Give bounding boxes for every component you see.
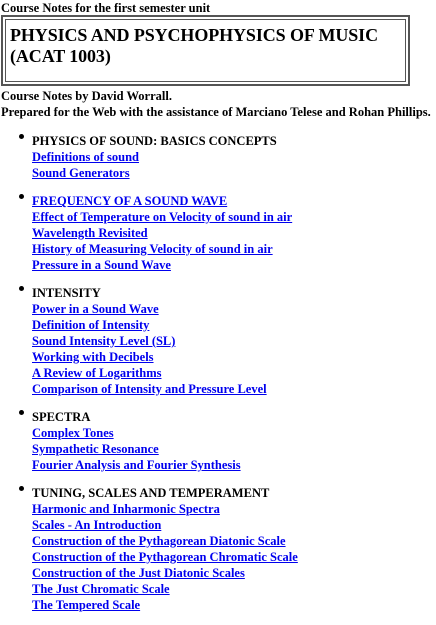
link-harmonic-inharmonic[interactable]: Harmonic and Inharmonic Spectra [32, 502, 220, 516]
link-definition-of-intensity[interactable]: Definition of Intensity [32, 318, 150, 332]
link-pythagorean-chromatic[interactable]: Construction of the Pythagorean Chromatic Scale [32, 550, 298, 564]
link-just-chromatic[interactable]: The Just Chromatic Scale [32, 582, 170, 596]
link-sound-intensity-level[interactable]: Sound Intensity Level (SL) [32, 334, 176, 348]
section-heading: INTENSITY [32, 286, 101, 300]
title-box [1, 15, 410, 86]
link-review-of-logarithms[interactable]: A Review of Logarithms [32, 366, 162, 380]
link-pressure-in-sound-wave[interactable]: Pressure in a Sound Wave [32, 258, 171, 272]
link-pythagorean-diatonic[interactable]: Construction of the Pythagorean Diatonic Scale [32, 534, 286, 548]
page-title: PHYSICS AND PSYCHOPHYSICS OF MUSIC (ACAT 1003) [10, 25, 378, 66]
section-heading: TUNING, SCALES AND TEMPERAMENT [32, 486, 270, 500]
section-intensity [32, 285, 432, 397]
section-frequency [32, 193, 432, 273]
link-power-in-sound-wave[interactable]: Power in a Sound Wave [32, 302, 159, 316]
author-credit: Course Notes by David Worrall. [1, 89, 172, 103]
bullet-icon [19, 134, 24, 139]
section-heading-link[interactable]: FREQUENCY OF A SOUND WAVE [32, 194, 228, 208]
bullet-icon [19, 194, 24, 199]
link-working-with-decibels[interactable]: Working with Decibels [32, 350, 154, 364]
bullet-icon [19, 486, 24, 491]
section-heading: SPECTRA [32, 410, 91, 424]
link-comparison-intensity-pressure[interactable]: Comparison of Intensity and Pressure Level [32, 382, 267, 396]
link-sympathetic-resonance[interactable]: Sympathetic Resonance [32, 442, 159, 456]
link-history-of-measuring[interactable]: History of Measuring Velocity of sound in air [32, 242, 273, 256]
link-wavelength-revisited[interactable]: Wavelength Revisited [32, 226, 148, 240]
bullet-icon [19, 410, 24, 415]
bullet-icon [19, 286, 24, 291]
link-fourier-analysis[interactable]: Fourier Analysis and Fourier Synthesis [32, 458, 241, 472]
section-physics-of-sound [32, 133, 432, 181]
link-complex-tones[interactable]: Complex Tones [32, 426, 114, 440]
table-of-contents [32, 133, 432, 625]
link-definitions-of-sound[interactable]: Definitions of sound [32, 150, 139, 164]
link-sound-generators[interactable]: Sound Generators [32, 166, 130, 180]
link-effect-of-temperature[interactable]: Effect of Temperature on Velocity of sound in air [32, 210, 293, 224]
section-heading: PHYSICS OF SOUND: BASICS CONCEPTS [32, 134, 277, 148]
title-box-inner [5, 19, 406, 82]
link-just-diatonic[interactable]: Construction of the Just Diatonic Scales [32, 566, 245, 580]
link-tempered-scale[interactable]: The Tempered Scale [32, 598, 141, 612]
section-tuning [32, 485, 432, 613]
section-spectra [32, 409, 432, 473]
course-notes-intro: Course Notes for the first semester unit [1, 1, 211, 15]
prepared-credit: Prepared for the Web with the assistance of Marciano Telese and Rohan Phillips. [1, 105, 431, 119]
link-scales-introduction[interactable]: Scales - An Introduction [32, 518, 162, 532]
